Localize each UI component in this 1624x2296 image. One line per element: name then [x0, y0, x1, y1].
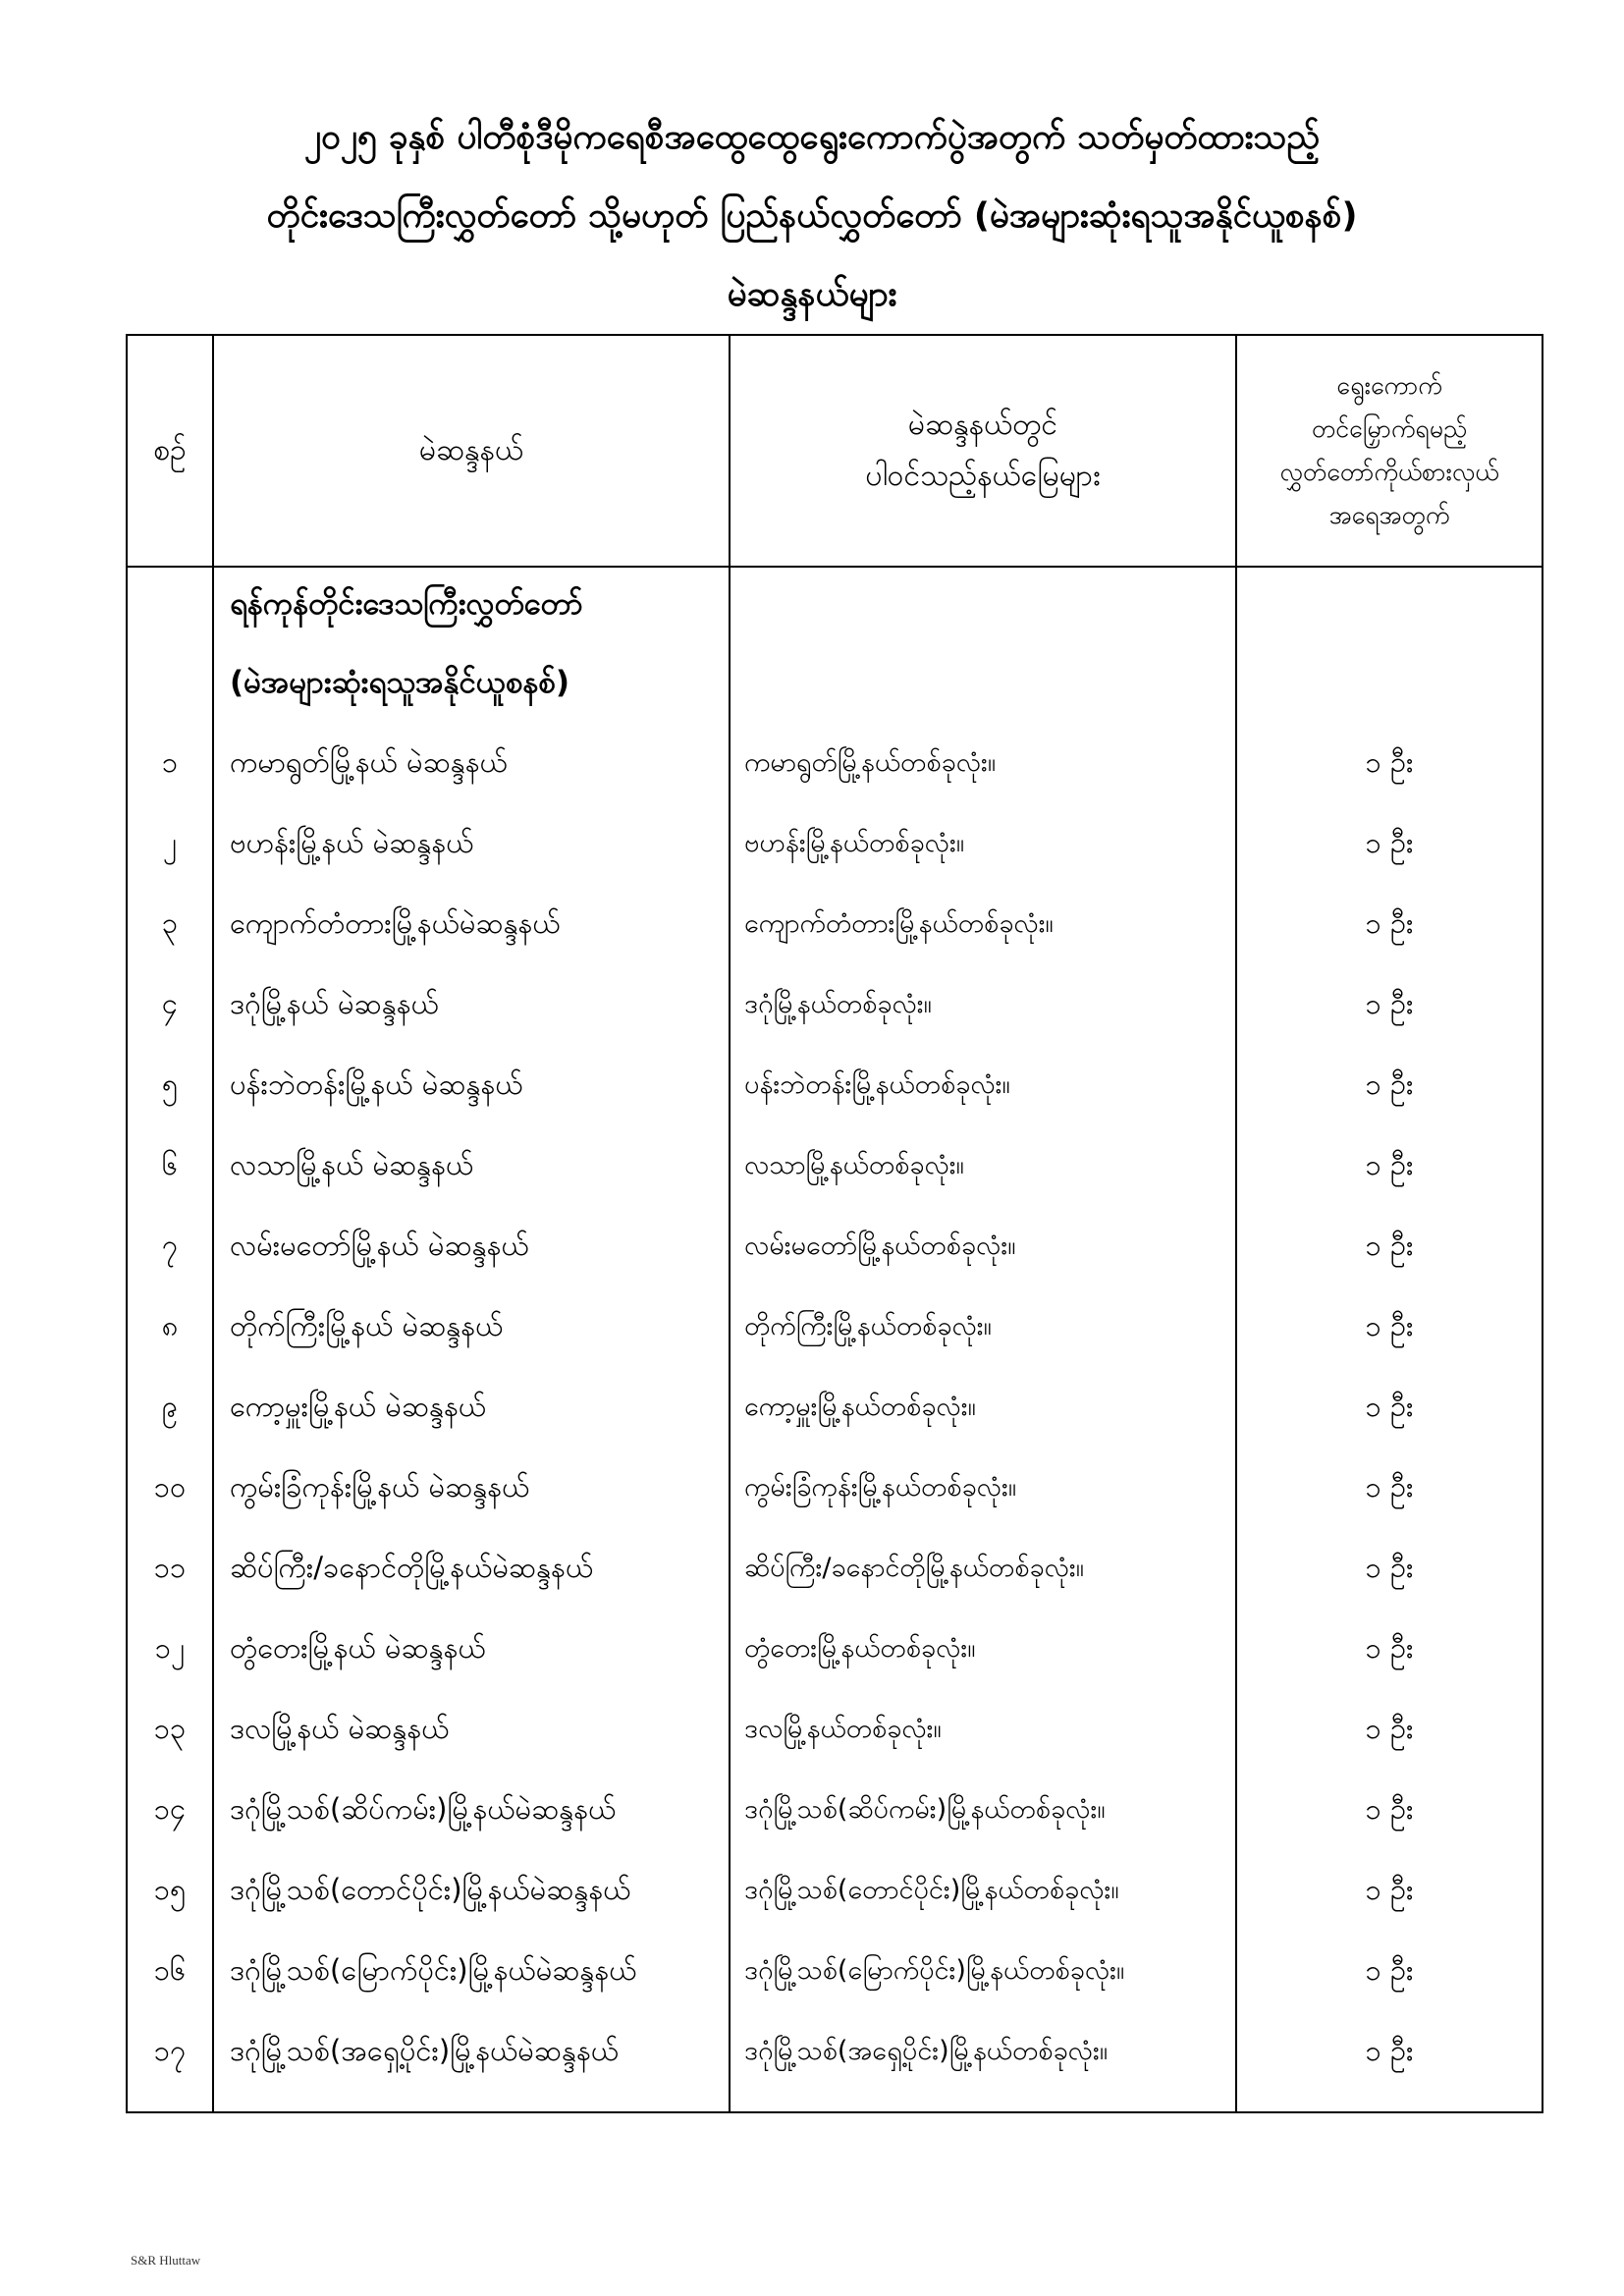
header-rep-line-4: အရေအတွက်	[1328, 501, 1450, 529]
header-serial-no: စဉ်	[127, 335, 213, 567]
representative-count-cell: ၁ ဦး	[1236, 1772, 1543, 1852]
serial-no-cell: ၄	[127, 966, 213, 1047]
table-row	[127, 1127, 1543, 1208]
table-row	[127, 1047, 1543, 1127]
constituency-name-cell: ဆိပ်ကြီး/ခနောင်တိုမြို့နယ်မဲဆန္ဒနယ်	[213, 1530, 730, 1611]
included-area-cell: လမ်းမတော်မြို့နယ်တစ်ခုလုံး။	[730, 1208, 1236, 1288]
table-row	[127, 2013, 1543, 2094]
header-rep-line-1: ရွေးကောက်	[1336, 371, 1442, 400]
serial-no-cell: ၁၆	[127, 1933, 213, 2013]
included-area-cell: ဆိပ်ကြီး/ခနောင်တိုမြို့နယ်တစ်ခုလုံး။	[730, 1530, 1236, 1611]
table-row	[127, 1530, 1543, 1611]
serial-no-cell: ၁၇	[127, 2013, 213, 2094]
region-heading-line-2: (မဲအများဆုံးရသူအနိုင်ယူစနစ်)	[213, 646, 730, 725]
serial-no-cell: ၃	[127, 886, 213, 966]
title-line-3: မဲဆန္ဒနယ်များ	[727, 275, 897, 314]
title-line-2: တိုင်းဒေသကြီးလွှတ်တော် သို့မဟုတ် ပြည်နယ်လွှတ်တော် (မဲအများဆုံးရသူအနိုင်ယူစနစ်)	[266, 196, 1358, 236]
table-row	[127, 1933, 1543, 2013]
constituency-name-cell: ဒဂုံမြို့သစ်(မြောက်ပိုင်း)မြို့နယ်မဲဆန္ဒနယ်	[213, 1933, 730, 2013]
header-rep-line-2: တင်မြှောက်ရမည့်	[1311, 414, 1468, 443]
table-row	[127, 1208, 1543, 1288]
header-areas-line-2: ပါဝင်သည့်နယ်မြေများ	[865, 459, 1101, 493]
region-heading-line-1: ရန်ကုန်တိုင်းဒေသကြီးလွှတ်တော်	[213, 567, 730, 646]
included-area-cell: ကမာရွတ်မြို့နယ်တစ်ခုလုံး။	[730, 725, 1236, 805]
serial-no-cell: ၉	[127, 1369, 213, 1449]
representative-count-cell: ၁ ဦး	[1236, 1369, 1543, 1449]
constituency-name-cell: ပန်းဘဲတန်းမြို့နယ် မဲဆန္ဒနယ်	[213, 1047, 730, 1127]
table-row	[127, 1611, 1543, 1691]
region-heading-row	[127, 567, 1543, 646]
constituency-name-cell: တိုက်ကြီးမြို့နယ် မဲဆန္ဒနယ်	[213, 1288, 730, 1369]
header-included-areas	[730, 335, 1236, 567]
constituency-name-cell: ဒလမြို့နယ် မဲဆန္ဒနယ်	[213, 1691, 730, 1772]
region-heading-row-2	[127, 646, 1543, 725]
header-constituency: မဲဆန္ဒနယ်	[213, 335, 730, 567]
representative-count-cell: ၁ ဦး	[1236, 725, 1543, 805]
representative-count-cell: ၁ ဦး	[1236, 1611, 1543, 1691]
representative-count-cell: ၁ ဦး	[1236, 1449, 1543, 1530]
included-area-cell: တွံတေးမြို့နယ်တစ်ခုလုံး။	[730, 1611, 1236, 1691]
constituency-name-cell: ဒဂုံမြို့သစ်(ဆိပ်ကမ်း)မြို့နယ်မဲဆန္ဒနယ်	[213, 1772, 730, 1852]
included-area-cell: ဒဂုံမြို့သစ်(မြောက်ပိုင်း)မြို့နယ်တစ်ခုလုံး။	[730, 1933, 1236, 2013]
included-area-cell: ဒလမြို့နယ်တစ်ခုလုံး။	[730, 1691, 1236, 1772]
included-area-cell: ဒဂုံမြို့သစ်(အရှေ့ပိုင်း)မြို့နယ်တစ်ခုလုံး။	[730, 2013, 1236, 2094]
constituency-name-cell: ကော့မှူးမြို့နယ် မဲဆန္ဒနယ်	[213, 1369, 730, 1449]
serial-no-cell: ၁၄	[127, 1772, 213, 1852]
table-row	[127, 886, 1543, 966]
included-area-cell: လသာမြို့နယ်တစ်ခုလုံး။	[730, 1127, 1236, 1208]
representative-count-cell: ၁ ဦး	[1236, 1047, 1543, 1127]
header-areas-line-1: မဲဆန္ဒနယ်တွင်	[907, 408, 1058, 442]
representative-count-cell: ၁ ဦး	[1236, 966, 1543, 1047]
included-area-cell: ကော့မှူးမြို့နယ်တစ်ခုလုံး။	[730, 1369, 1236, 1449]
representative-count-cell: ၁ ဦး	[1236, 886, 1543, 966]
representative-count-cell: ၁ ဦး	[1236, 1933, 1543, 2013]
title-line-1: ၂၀၂၅ ခုနှစ် ပါတီစုံဒီမိုကရေစီအထွေထွေရွေးကောက်ပွဲအတွက် သတ်မှတ်ထားသည့်	[303, 118, 1321, 157]
constituency-name-cell: ကမာရွတ်မြို့နယ် မဲဆန္ဒနယ်	[213, 725, 730, 805]
table-row	[127, 1369, 1543, 1449]
table-row	[127, 1288, 1543, 1369]
constituency-name-cell: ဒဂုံမြို့သစ်(အရှေ့ပိုင်း)မြို့နယ်မဲဆန္ဒနယ်	[213, 2013, 730, 2094]
serial-no-cell: ၁၀	[127, 1449, 213, 1530]
constituency-table	[126, 334, 1543, 2113]
included-area-cell: ဒဂုံမြို့သစ်(ဆိပ်ကမ်း)မြို့နယ်တစ်ခုလုံး။	[730, 1772, 1236, 1852]
constituency-name-cell: တွံတေးမြို့နယ် မဲဆန္ဒနယ်	[213, 1611, 730, 1691]
table-row	[127, 966, 1543, 1047]
table-row	[127, 1449, 1543, 1530]
included-area-cell: ဒဂုံမြို့နယ်တစ်ခုလုံး။	[730, 966, 1236, 1047]
serial-no-cell: ၁၂	[127, 1611, 213, 1691]
table-bottom-spacer	[127, 2094, 1543, 2112]
constituency-name-cell: ကျောက်တံတားမြို့နယ်မဲဆန္ဒနယ်	[213, 886, 730, 966]
table-row	[127, 725, 1543, 805]
table-row	[127, 805, 1543, 886]
constituency-name-cell: ကွမ်းခြံကုန်းမြို့နယ် မဲဆန္ဒနယ်	[213, 1449, 730, 1530]
constituency-name-cell: ဗဟန်းမြို့နယ် မဲဆန္ဒနယ်	[213, 805, 730, 886]
table-header-row	[127, 335, 1543, 567]
serial-no-cell: ၁၁	[127, 1530, 213, 1611]
representative-count-cell: ၁ ဦး	[1236, 805, 1543, 886]
serial-no-cell: ၆	[127, 1127, 213, 1208]
included-area-cell: ပန်းဘဲတန်းမြို့နယ်တစ်ခုလုံး။	[730, 1047, 1236, 1127]
representative-count-cell: ၁ ဦး	[1236, 1691, 1543, 1772]
representative-count-cell: ၁ ဦး	[1236, 1208, 1543, 1288]
constituency-name-cell: ဒဂုံမြို့သစ်(တောင်ပိုင်း)မြို့နယ်မဲဆန္ဒနယ်	[213, 1852, 730, 1933]
serial-no-cell: ၅	[127, 1047, 213, 1127]
constituency-name-cell: လမ်းမတော်မြို့နယ် မဲဆန္ဒနယ်	[213, 1208, 730, 1288]
included-area-cell: ဗဟန်းမြို့နယ်တစ်ခုလုံး။	[730, 805, 1236, 886]
footer-label: S&R Hluttaw	[131, 2253, 201, 2268]
included-area-cell: တိုက်ကြီးမြို့နယ်တစ်ခုလုံး။	[730, 1288, 1236, 1369]
included-area-cell: ကွမ်းခြံကုန်းမြို့နယ်တစ်ခုလုံး။	[730, 1449, 1236, 1530]
header-rep-line-3: လွှတ်တော်ကိုယ်စားလှယ်	[1279, 458, 1499, 486]
serial-no-cell: ၁၃	[127, 1691, 213, 1772]
serial-no-cell: ၁	[127, 725, 213, 805]
representative-count-cell: ၁ ဦး	[1236, 1530, 1543, 1611]
serial-no-cell: ၁၅	[127, 1852, 213, 1933]
document-title	[0, 98, 1624, 334]
representative-count-cell: ၁ ဦး	[1236, 2013, 1543, 2094]
table-row	[127, 1852, 1543, 1933]
representative-count-cell: ၁ ဦး	[1236, 1288, 1543, 1369]
serial-no-cell: ၈	[127, 1288, 213, 1369]
included-area-cell: ကျောက်တံတားမြို့နယ်တစ်ခုလုံး။	[730, 886, 1236, 966]
constituency-name-cell: ဒဂုံမြို့နယ် မဲဆန္ဒနယ်	[213, 966, 730, 1047]
serial-no-cell: ၇	[127, 1208, 213, 1288]
header-representative-count	[1236, 335, 1543, 567]
constituency-name-cell: လသာမြို့နယ် မဲဆန္ဒနယ်	[213, 1127, 730, 1208]
representative-count-cell: ၁ ဦး	[1236, 1852, 1543, 1933]
representative-count-cell: ၁ ဦး	[1236, 1127, 1543, 1208]
serial-no-cell: ၂	[127, 805, 213, 886]
table-row	[127, 1691, 1543, 1772]
table-row	[127, 1772, 1543, 1852]
included-area-cell: ဒဂုံမြို့သစ်(တောင်ပိုင်း)မြို့နယ်တစ်ခုလုံး။	[730, 1852, 1236, 1933]
